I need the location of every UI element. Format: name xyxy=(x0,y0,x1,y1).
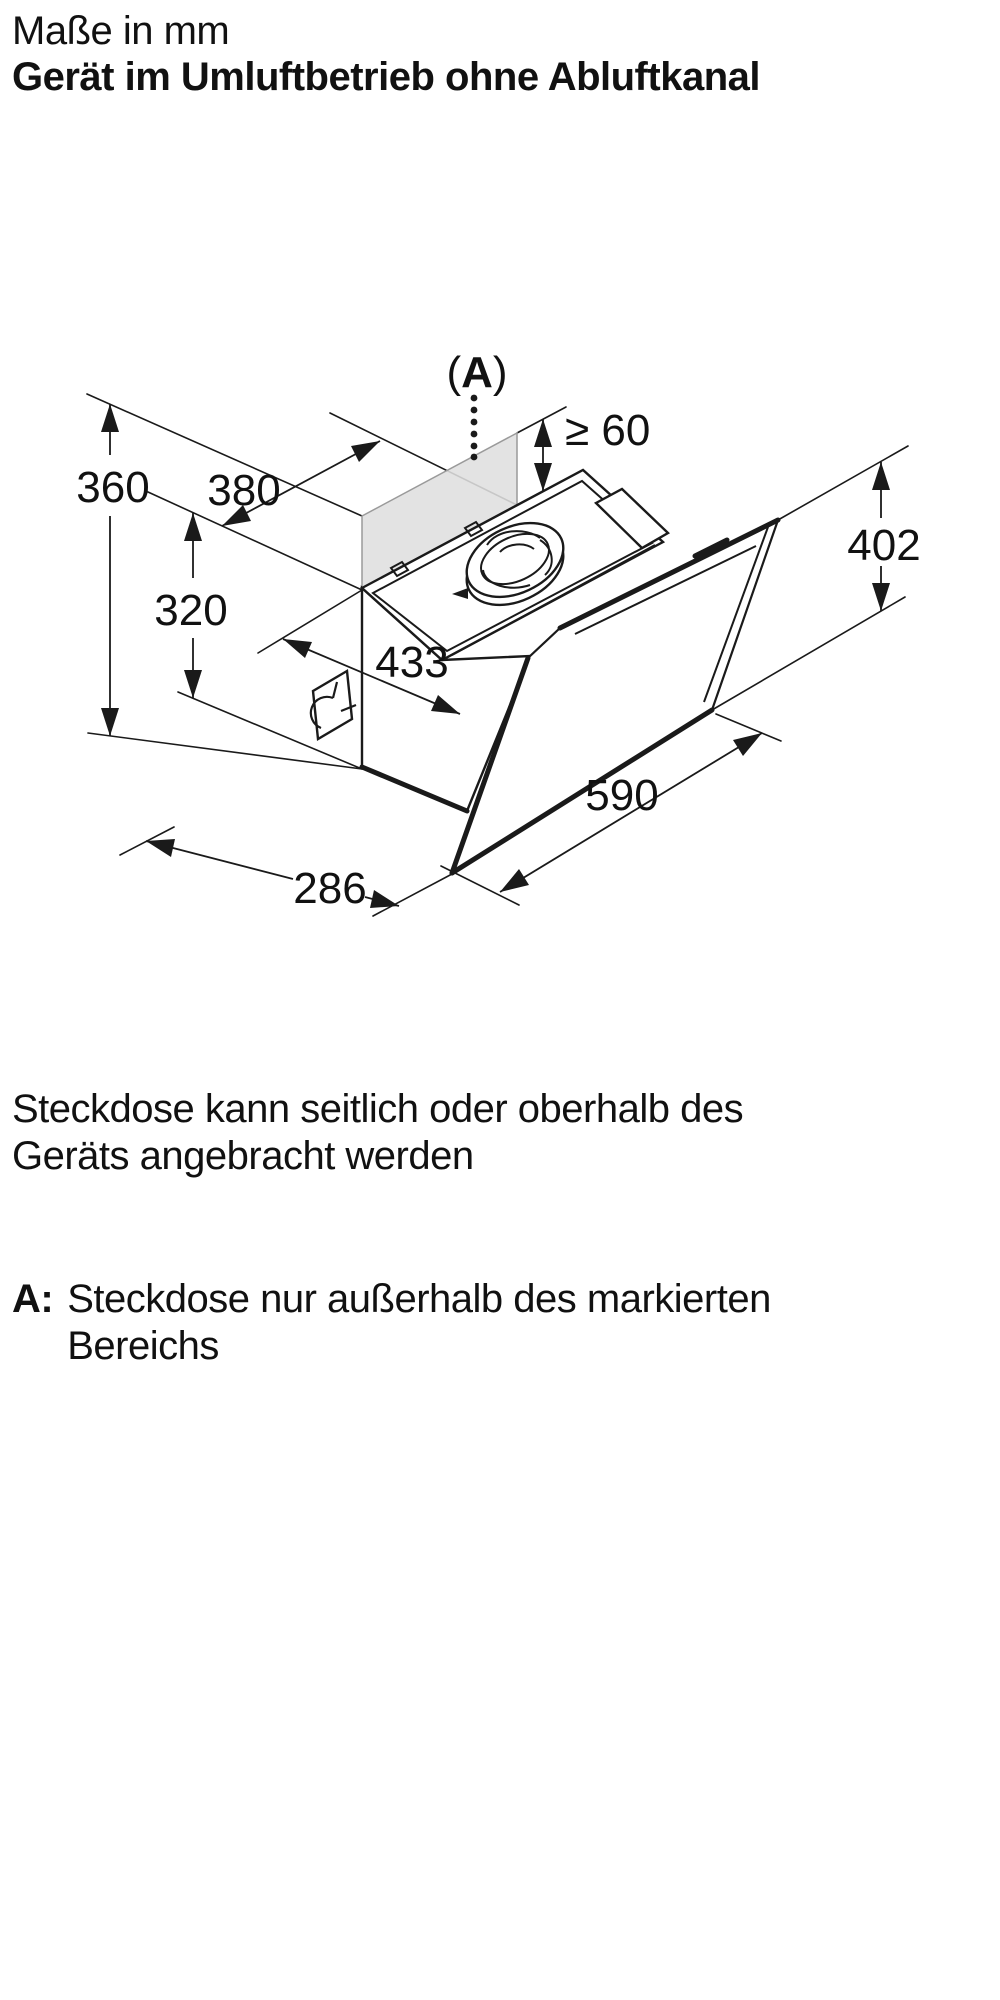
dim-433: 433 xyxy=(375,638,449,687)
dim-286: 286 xyxy=(293,864,367,913)
power-socket-icon xyxy=(311,671,356,739)
area-marker-label: (A) xyxy=(446,348,508,397)
page-title: Gerät im Umluftbetrieb ohne Abluftkanal xyxy=(12,55,760,99)
dim-590: 590 xyxy=(585,771,659,820)
area-note-body xyxy=(67,1276,771,1370)
units-note: Maße in mm xyxy=(12,9,230,53)
socket-note xyxy=(12,1086,743,1180)
area-note xyxy=(12,1276,771,1370)
socket-note-line2: Geräts angebracht werden xyxy=(12,1134,474,1178)
dim-320: 320 xyxy=(154,586,228,635)
area-note-line2: Bereichs xyxy=(67,1324,219,1368)
area-callout-dotted-line xyxy=(471,395,478,461)
dim-360: 360 xyxy=(76,463,150,512)
area-note-prefix: A: xyxy=(12,1277,54,1321)
area-note-line1: Steckdose nur außerhalb des markierten xyxy=(67,1277,771,1321)
dim-min-clearance: ≥ 60 xyxy=(565,406,651,455)
dim-380: 380 xyxy=(207,466,281,515)
socket-note-line1: Steckdose kann seitlich oder oberhalb des xyxy=(12,1087,744,1131)
dim-402: 402 xyxy=(847,521,921,570)
